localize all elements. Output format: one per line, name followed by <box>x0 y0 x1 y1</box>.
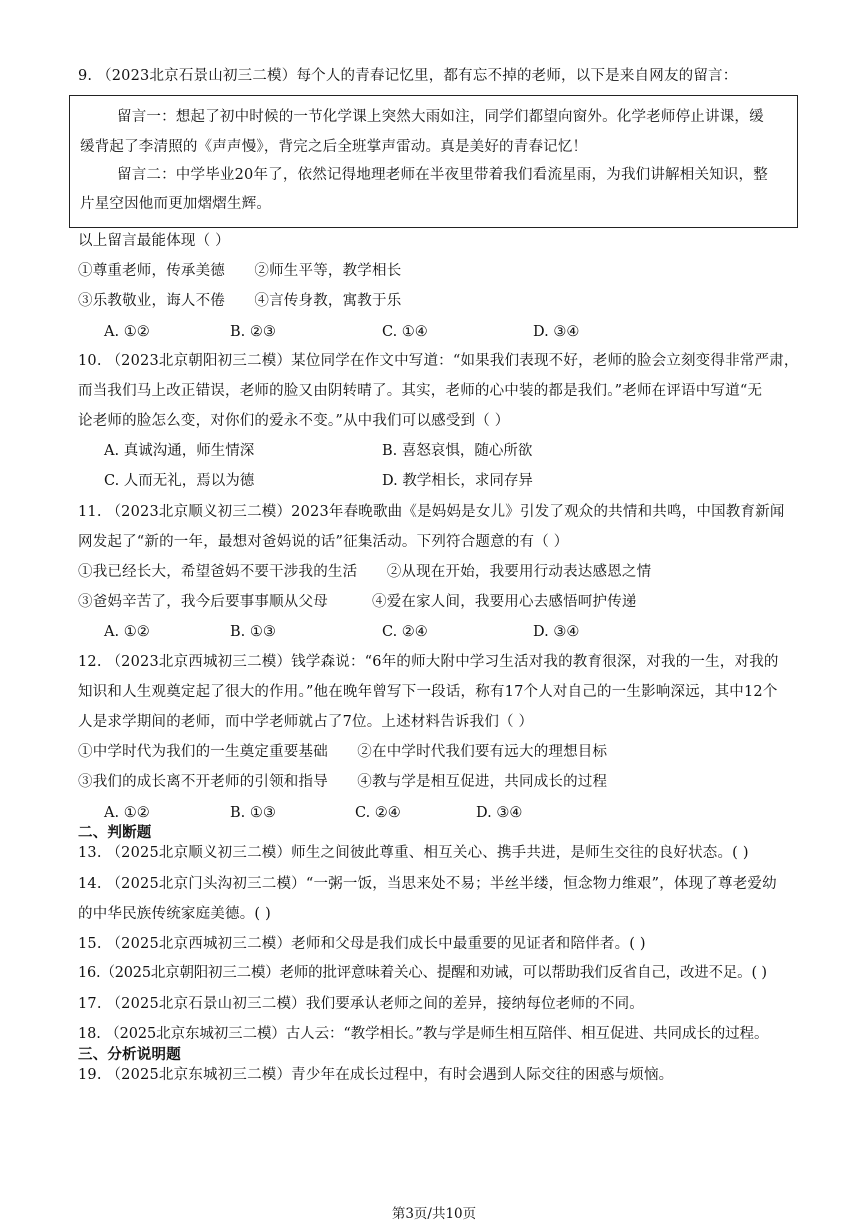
q9-option-b: B. ②③ <box>230 324 276 340</box>
q10-option-a: A. 真诚沟通，师生情深 <box>104 443 255 459</box>
q16-line: 16.（2025北京朝阳初三二模）老师的批评意味着关心、提醒和劝诫，可以帮助我们反省自己，改进不足。( ) <box>78 965 767 981</box>
q9-item-line-1: ①尊重老师，传承美德 ②师生平等，教学相长 <box>78 263 402 279</box>
q11-item-line-2: ③爸妈辛苦了，我今后要事事顺从父母 ④爱在家人间，我要用心去感悟呵护传递 <box>78 594 637 610</box>
q11-item-line-1: ①我已经长大，希望爸妈不要干涉我的生活 ②从现在开始，我要用行动表达感恩之情 <box>78 564 652 580</box>
q13-line: 13. （2025北京顺义初三二模）师生之间彼此尊重、相互关心、携手共进，是师生交往的良好状态。( ) <box>78 845 749 861</box>
q12-line-2: 知识和人生观奠定起了很大的作用。”他在晚年曾写下一段话，称有17个人对自己的一生影响深远，其中12个 <box>78 684 778 700</box>
q10-option-c: C. 人而无礼，焉以为德 <box>104 473 255 489</box>
q10-line-1: 10. （2023北京朝阳初三二模）某位同学在作文中写道：“如果我们表现不好，老师的脸会立刻变得非常严肃， <box>78 353 799 369</box>
q14-line-2: 的中华民族传统家庭美德。( ) <box>78 906 271 922</box>
q9-option-a: A. ①② <box>104 324 150 340</box>
page-footer: 第3页/共10页 <box>391 1206 477 1222</box>
q12-option-c: C. ②④ <box>355 805 401 821</box>
q11-option-a: A. ①② <box>104 624 150 640</box>
q9-stem: 9. （2023北京石景山初三二模）每个人的青春记忆里，都有忘不掉的老师，以下是来自网友的留言： <box>78 68 738 84</box>
q9-box-line-3: 留言二：中学毕业20年了，依然记得地理老师在半夜里带着我们看流星雨，为我们讲解相关知识，整 <box>117 167 768 183</box>
q12-line-3: 人是求学期间的老师，而中学老师就占了7位。上述材料告诉我们（ ） <box>78 714 534 730</box>
q12-option-a: A. ①② <box>104 805 150 821</box>
q9-question: 以上留言最能体现（ ） <box>78 233 230 249</box>
q10-line-3: 论老师的脸怎么变，对你们的爱永不变。”从中我们可以感受到（ ） <box>78 413 510 429</box>
q14-line-1: 14. （2025北京门头沟初三二模）“一粥一饭，当思来处不易；半丝半缕，恒念物力维艰”，体现了尊老爱幼 <box>78 876 777 892</box>
q10-option-b: B. 喜怒哀惧，随心所欲 <box>382 443 533 459</box>
q19-line: 19. （2025北京东城初三二模）青少年在成长过程中，有时会遇到人际交往的困惑与烦恼。 <box>78 1067 674 1083</box>
q18-line: 18. （2025北京东城初三二模）古人云：“教学相长。”教与学是师生相互陪伴、相互促进、共同成长的过程。 <box>78 1026 769 1042</box>
section-analysis-heading: 三、分析说明题 <box>78 1046 181 1063</box>
q12-option-b: B. ①③ <box>230 805 276 821</box>
q10-option-d: D. 教学相长，求同存异 <box>382 473 533 489</box>
q11-option-d: D. ③④ <box>533 624 580 640</box>
q9-box-line-2: 缓背起了李清照的《声声慢》，背完之后全班掌声雷动。真是美好的青春记忆！ <box>80 139 588 155</box>
q9-box-line-1: 留言一：想起了初中时候的一节化学课上突然大雨如注，同学们都望向窗外。化学老师停止讲课，缓 <box>117 109 764 125</box>
q9-item-line-2: ③乐教敬业，诲人不倦 ④言传身教，寓教于乐 <box>78 293 402 309</box>
q15-line: 15. （2025北京西城初三二模）老师和父母是我们成长中最重要的见证者和陪伴者。( ) <box>78 936 646 952</box>
q10-line-2: 而当我们马上改正错误，老师的脸又由阴转晴了。其实，老师的心中装的都是我们。”老师在评语中写道“无 <box>78 383 763 399</box>
q12-item-line-1: ①中学时代为我们的一生奠定重要基础 ②在中学时代我们要有远大的理想目标 <box>78 744 608 760</box>
q11-line-1: 11. （2023北京顺义初三二模）2023年春晚歌曲《是妈妈是女儿》引发了观众的共情和共鸣，中国教育新闻 <box>78 504 785 520</box>
q11-option-c: C. ②④ <box>382 624 428 640</box>
q12-option-d: D. ③④ <box>476 805 523 821</box>
q9-option-c: C. ①④ <box>382 324 428 340</box>
q11-option-b: B. ①③ <box>230 624 276 640</box>
section-judgment-heading: 二、判断题 <box>78 824 152 841</box>
q17-line: 17. （2025北京石景山初三二模）我们要承认老师之间的差异，接纳每位老师的不同。 <box>78 996 644 1012</box>
q9-box-line-4: 片星空因他而更加熠熠生辉。 <box>80 196 272 212</box>
q12-line-1: 12. （2023北京西城初三二模）钱学森说：“6年的师大附中学习生活对我的教育很深，对我的一生，对我的 <box>78 654 779 670</box>
q9-option-d: D. ③④ <box>533 324 580 340</box>
q12-item-line-2: ③我们的成长离不开老师的引领和指导 ④教与学是相互促进，共同成长的过程 <box>78 774 608 790</box>
q11-line-2: 网发起了“新的一年，最想对爸妈说的话”征集活动。下列符合题意的有（ ） <box>78 534 569 550</box>
